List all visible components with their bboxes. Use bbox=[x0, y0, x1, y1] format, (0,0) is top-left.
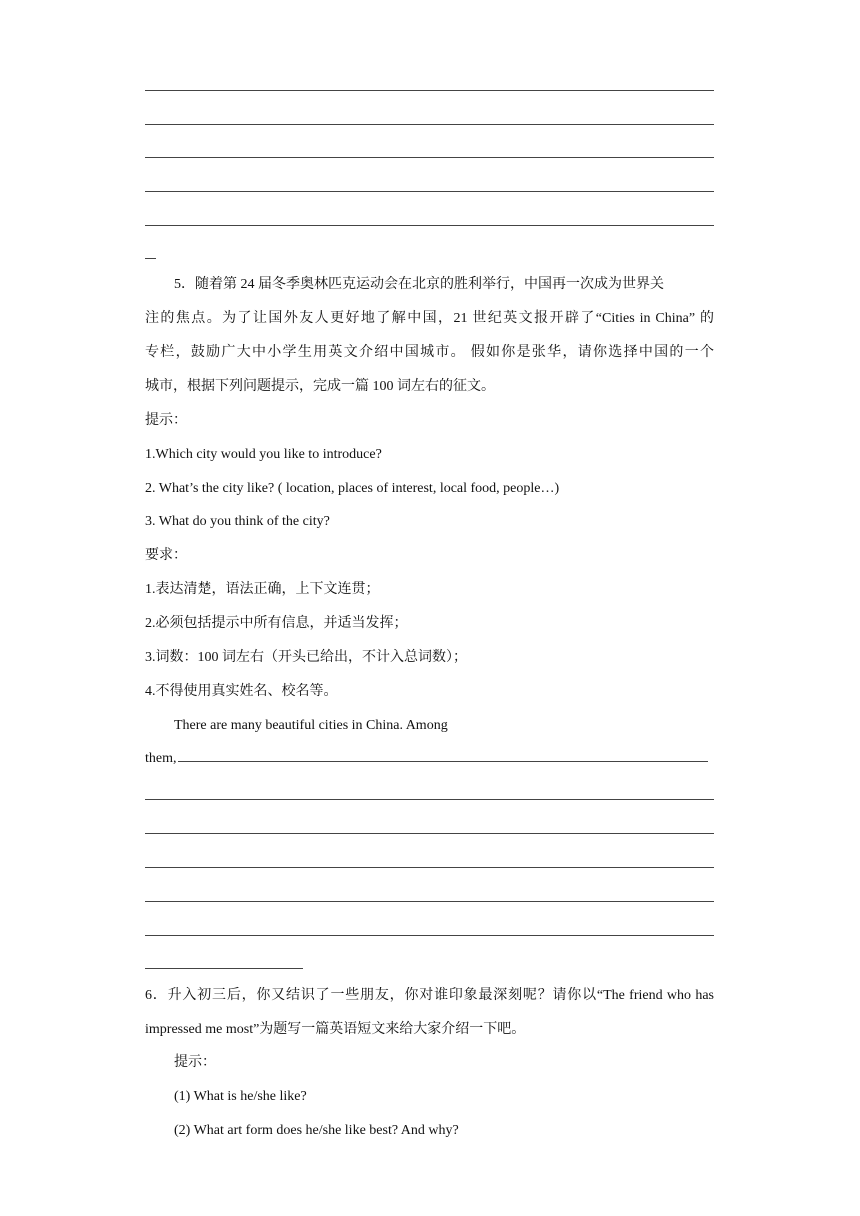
q5-prompt-line2: 注的焦点。为了让国外友人更好地了解中国，21 世纪英文报开辟了“Cities in China” 的 bbox=[145, 311, 714, 326]
answer-line[interactable] bbox=[145, 90, 714, 91]
q5-requirement-2: 2.必须包括提示中所有信息，并适当发挥； bbox=[145, 616, 408, 631]
q5-opening-sentence: There are many beautiful cities in China. Among bbox=[174, 718, 448, 733]
answer-line[interactable] bbox=[145, 124, 714, 125]
q5-prompt-line3: 专栏，鼓励广大中小学生用英文介绍中国城市。 假如你是张华，请你选择中国的一个 bbox=[145, 345, 714, 360]
q5-hint-1: 1.Which city would you like to introduce? bbox=[145, 447, 382, 462]
q6-prompt-line2: impressed me most”为题写一篇英语短文来给大家介绍一下吧。 bbox=[145, 1022, 526, 1037]
answer-blank[interactable] bbox=[178, 749, 708, 762]
answer-line[interactable] bbox=[145, 157, 714, 158]
q6-hint-label: 提示： bbox=[174, 1055, 216, 1070]
q6-prompt-line1: 6．升入初三后，你又结识了一些朋友，你对谁印象最深刻呢？请你以“The friend who has bbox=[145, 988, 714, 1003]
q6-hint-2: (2) What art form does he/she like best? And why? bbox=[174, 1123, 459, 1138]
answer-line[interactable] bbox=[145, 833, 714, 834]
answer-line[interactable] bbox=[145, 867, 714, 868]
q5-hint-2: 2. What’s the city like? ( location, places of interest, local food, people…) bbox=[145, 481, 560, 496]
q5-requirement-1: 1.表达清楚，语法正确，上下文连贯； bbox=[145, 582, 380, 597]
answer-line[interactable] bbox=[145, 225, 714, 226]
answer-line[interactable] bbox=[145, 901, 714, 902]
answer-line[interactable] bbox=[145, 799, 714, 800]
q6-hint-1: (1) What is he/she like? bbox=[174, 1089, 307, 1104]
q5-requirement-4: 4.不得使用真实姓名、校名等。 bbox=[145, 684, 338, 699]
answer-line-end[interactable] bbox=[145, 968, 303, 969]
answer-line[interactable] bbox=[145, 935, 714, 936]
q5-requirements-label: 要求： bbox=[145, 548, 187, 563]
q5-opening-continuation bbox=[145, 749, 714, 769]
q5-opening-word: them, bbox=[145, 751, 177, 766]
answer-line[interactable] bbox=[145, 191, 714, 192]
answer-line-end[interactable] bbox=[145, 258, 156, 259]
q5-prompt-line4: 城市，根据下列问题提示，完成一篇 100 词左右的征文。 bbox=[145, 379, 495, 394]
q5-hint-label: 提示： bbox=[145, 413, 187, 428]
q5-requirement-3: 3.词数：100 词左右（开头已给出，不计入总词数）； bbox=[145, 650, 467, 665]
q5-prompt-line1: 5．随着第 24 届冬季奥林匹克运动会在北京的胜利举行，中国再一次成为世界关 bbox=[174, 277, 664, 292]
q5-hint-3: 3. What do you think of the city? bbox=[145, 514, 330, 529]
